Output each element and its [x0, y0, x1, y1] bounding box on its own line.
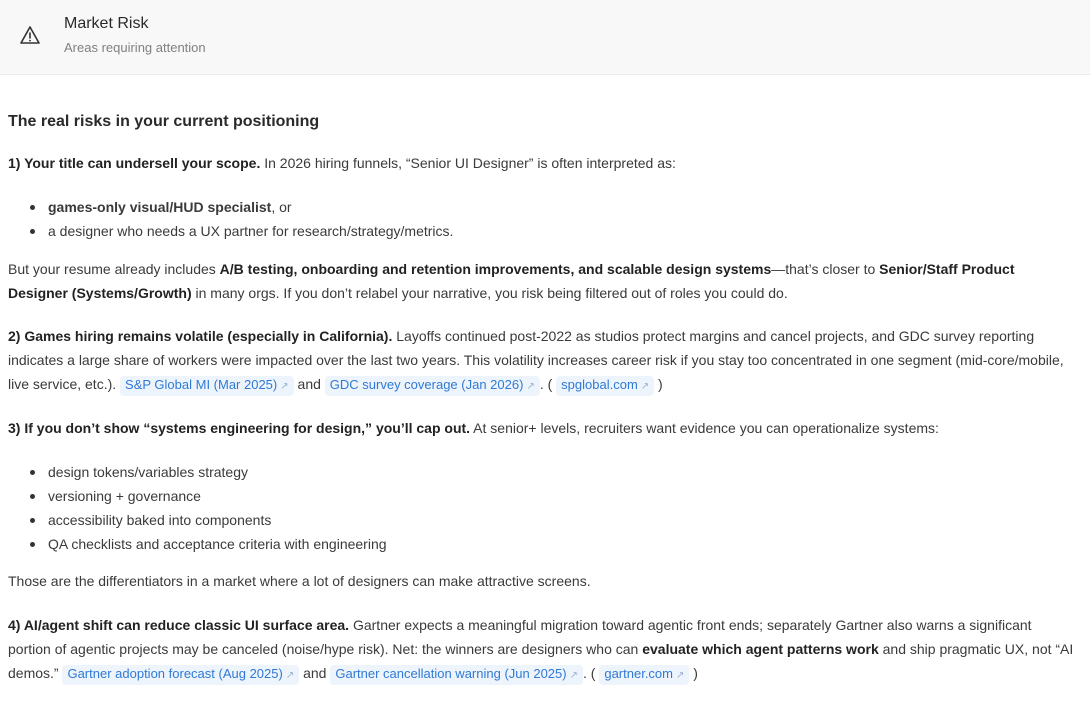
link-spglobal-mi[interactable]: S&P Global MI (Mar 2025) ↗ [120, 376, 294, 396]
risk-4: 4) AI/agent shift can reduce classic UI surface area. Gartner expects a meaningful migration toward agentic front ends; separately Gartner also warns a significant portion of agentic projects may be canceled (noise/hype risk). Net: the winners are designers who can evaluate which agent patterns work and ship pragmatic UX, not “AI demos.” Gartner adoption forecast (Aug 2025) ↗ and Gartner cancellation warning (Jun 2025) ↗ . ( gartner.com ↗ ) [8, 613, 1074, 685]
list-item: games-only visual/HUD specialist, or [8, 195, 453, 219]
link-gartner-cancellation[interactable]: Gartner cancellation warning (Jun 2025) ↗ [330, 665, 583, 685]
risk-3-after: Those are the differentiators in a market where a lot of designers can make attractive screens. [8, 573, 591, 589]
risk-1-title: 1) Your title can undersell your scope. [8, 155, 261, 171]
risk-4-title: 4) AI/agent shift can reduce classic UI surface area. [8, 617, 350, 633]
external-link-icon: ↗ [526, 381, 535, 392]
list-item: versioning + governance [8, 484, 387, 508]
external-link-icon: ↗ [569, 670, 578, 681]
risk-1-list [8, 195, 453, 243]
warning-icon [19, 24, 41, 46]
panel-subtitle: Areas requiring attention [64, 40, 206, 55]
link-gdc-survey[interactable]: GDC survey coverage (Jan 2026) ↗ [325, 376, 540, 396]
external-link-icon: ↗ [676, 670, 685, 681]
risk-2-title: 2) Games hiring remains volatile (especially in California). [8, 328, 393, 344]
link-gartner-source[interactable]: gartner.com ↗ [599, 665, 689, 685]
panel-title: Market Risk [64, 15, 149, 32]
risk-3-intro: 3) If you don’t show “systems engineering for design,” you’ll cap out. At senior+ levels, recruiters want evidence you can operationalize systems: [8, 420, 939, 436]
risk-3-list [8, 460, 387, 556]
link-spglobal-source[interactable]: spglobal.com ↗ [556, 376, 654, 396]
list-item: QA checklists and acceptance criteria with engineering [8, 532, 387, 556]
risk-1-intro: 1) Your title can undersell your scope. In 2026 hiring funnels, “Senior UI Designer” is often interpreted as: [8, 155, 676, 171]
risk-2: 2) Games hiring remains volatile (especially in California). Layoffs continued post-2022 as studios protect margins and cancel projects, and GDC survey reporting indicates a large share of workers were impacted over the last two years. This volatility increases career risk if you stay too concentrated in one segment (mid-core/mobile, live service, etc.). S&P Global MI (Mar 2025) ↗ and GDC survey coverage (Jan 2026) ↗ . ( spglobal.com ↗ ) [8, 324, 1074, 396]
external-link-icon: ↗ [280, 381, 289, 392]
risk-3-title: 3) If you don’t show “systems engineering for design,” you’ll cap out. [8, 420, 471, 436]
external-link-icon: ↗ [285, 670, 295, 681]
panel-header [0, 0, 1090, 75]
external-link-icon: ↗ [640, 381, 650, 392]
link-gartner-adoption[interactable]: Gartner adoption forecast (Aug 2025) ↗ [62, 665, 299, 685]
list-item: accessibility baked into components [8, 508, 387, 532]
risk-1-detail: But your resume already includes A/B testing, onboarding and retention improvements, and scalable design systems—that’s closer to Senior/Staff Product Designer (Systems/Growth) in many orgs. If you don’t relabel your narrative, you risk being filtered out of roles you could do. [8, 261, 1015, 301]
list-item: a designer who needs a UX partner for research/strategy/metrics. [8, 219, 453, 243]
section-heading: The real risks in your current positioning [8, 113, 320, 130]
list-item: design tokens/variables strategy [8, 460, 387, 484]
